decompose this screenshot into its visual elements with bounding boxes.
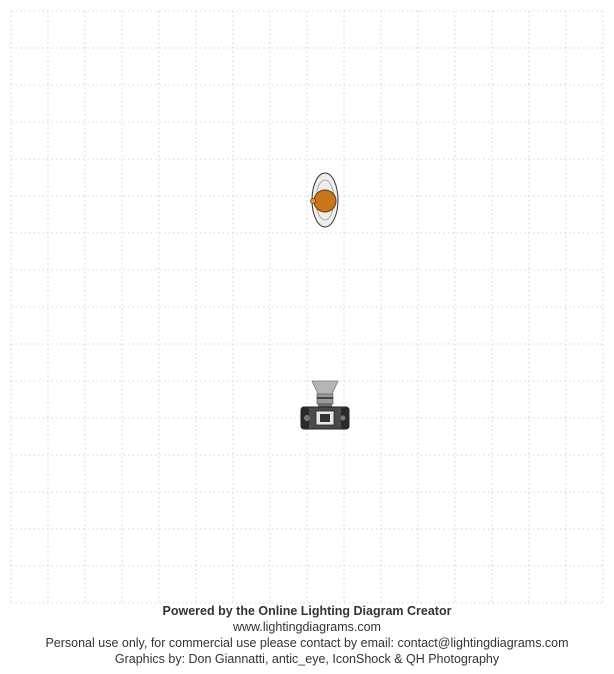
footer-license: Personal use only, for commercial use please contact by email: contact@lightingdiagrams.com [45, 636, 569, 650]
footer-url: www.lightingdiagrams.com [233, 620, 381, 634]
diagram-footer [0, 603, 614, 667]
footer-title: Powered by the Online Lighting Diagram Creator [162, 604, 452, 618]
footer-credits: Graphics by: Don Giannatti, antic_eye, IconShock & QH Photography [114, 652, 500, 666]
